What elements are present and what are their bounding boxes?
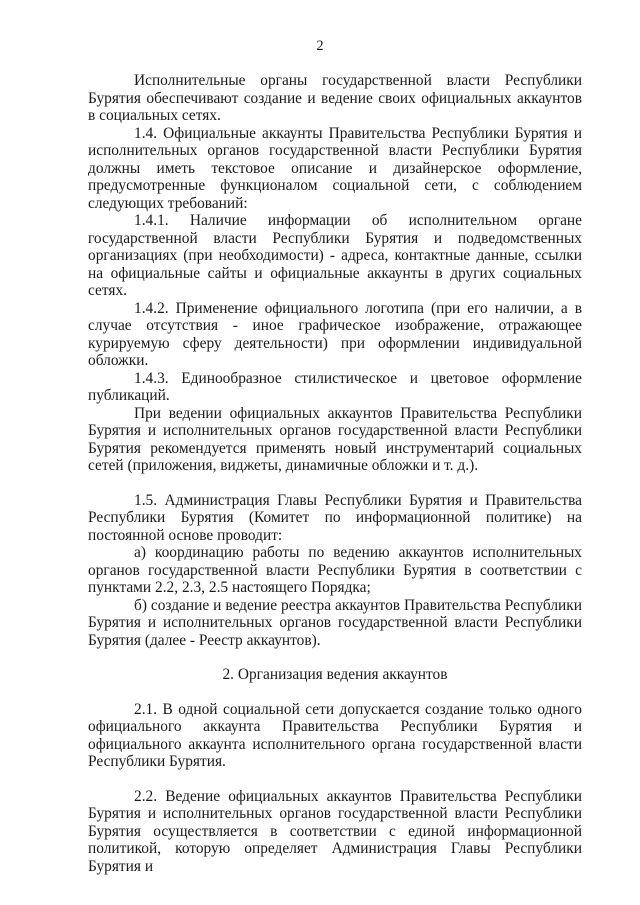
- page-number: 2: [316, 38, 324, 54]
- paragraph-2-1: 2.1. В одной социальной сети допускается создание только одного официального аккаунта Правительства Республики Бурятия и официального аккаунта исполнительного органа государственной власти Республики Бурятия.: [88, 700, 582, 770]
- paragraph-1-4-3: 1.4.3. Единообразное стилистическое и цветовое оформление публикаций.: [88, 369, 582, 404]
- paragraph-2-2: 2.2. Ведение официальных аккаунтов Правительства Республики Бурятия и исполнительных органов государственной власти Республики Бурятия осуществляется в соответствии с единой информационной политикой, которую определяет Администрация Главы Республики Бурятия и: [88, 787, 582, 875]
- paragraph-1-5-b: б) создание и ведение реестра аккаунтов Правительства Республики Бурятия и исполнительных органов государственной власти Республики Бурятия (далее - Реестр аккаунтов).: [88, 596, 582, 649]
- paragraph-1-5-a: а) координацию работы по ведению аккаунтов исполнительных органов государственной власти Республики Бурятия в соответствии с пунктами 2.2, 2.3, 2.5 настоящего Порядка;: [88, 544, 582, 596]
- section-heading: 2. Организация ведения аккаунтов: [222, 666, 448, 683]
- document-body: [88, 72, 582, 875]
- paragraph-executive-bodies: Исполнительные органы государственной власти Республики Бурятия обеспечивают создание и ведение своих официальных аккаунтов в социальных сетях.: [88, 72, 582, 124]
- paragraph-recommendation: При ведении официальных аккаунтов Правительства Республики Бурятия и исполнительных органов государственной власти Республики Бурятия рекомендуется применять новый инструментарий социальных сетей (приложения, виджеты, динамичные обложки и т. д.).: [88, 404, 582, 474]
- paragraph-1-4: 1.4. Официальные аккаунты Правительства Республики Бурятия и исполнительных органов государственной власти Республики Бурятия должны иметь текстовое описание и дизайнерское оформление, предусмотренные функционалом социальной сети, с соблюдением следующих требований:: [88, 124, 582, 212]
- paragraph-1-5: 1.5. Администрация Главы Республики Бурятия и Правительства Республики Бурятия (Комитет по информационной политике) на постоянной основе проводит:: [88, 491, 582, 544]
- paragraph-1-4-1: 1.4.1. Наличие информации об исполнительном органе государственной власти Республики Бурятия и подведомственных организациях (при необходимости) - адреса, контактные данные, ссылки на официальные сайты и официальные аккаунты в других социальных сетях.: [88, 212, 582, 299]
- paragraph-1-4-2: 1.4.2. Применение официального логотипа (при его наличии, а в случае отсутствия - иное графическое изображение, отражающее курируемую сферу деятельности) при оформлении индивидуальной обложки.: [88, 299, 582, 369]
